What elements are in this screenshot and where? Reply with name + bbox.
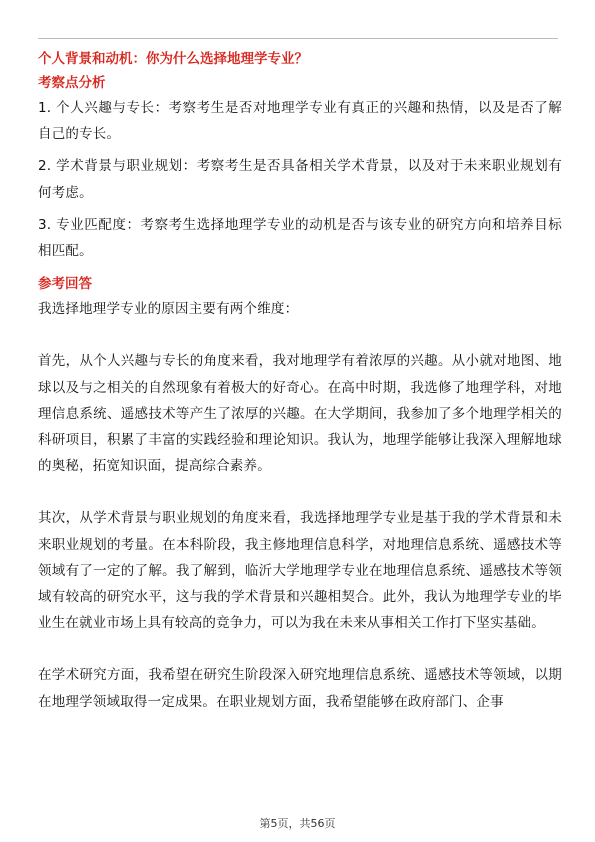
analysis-item: 1. 个人兴趣与专长：考察考生是否对地理学专业有真正的兴趣和热情，以及是否了解自己的专长。 — [38, 100, 562, 143]
answer-paragraph: 首先，从个人兴趣与专长的角度来看，我对地理学有着浓厚的兴趣。从小就对地图、地球以及与之相关的自然现象有着极大的好奇心。在高中时期，我选修了地理学科，对地理信息系统、遥感技术等产生了浓厚的兴趣。在大学期间，我参加了多个地理学相关的科研项目，积累了丰富的实践经验和理论知识。我认为，地理学能够让我深入理解地球的奥秘，拓宽知识面，提高综合素养。 — [38, 353, 562, 475]
header-rule — [38, 38, 558, 39]
answer-paragraph: 其次，从学术背景与职业规划的角度来看，我选择地理学专业是基于我的学术背景和未来职业规划的考量。在本科阶段，我主修地理信息科学，对地理信息系统、遥感技术等领域有了一定的了解。我了解到，临沂大学地理学专业在地理信息系统、遥感技术等领域有较高的研究水平，这与我的学术背景和兴趣相契合。此外，我认为地理学专业的毕业生在就业市场上具有较高的竞争力，可以为我在未来从事相关工作打下坚实基础。 — [38, 510, 562, 632]
page-content — [38, 49, 562, 715]
answer-heading: 参考回答 — [38, 276, 92, 293]
analysis-heading: 考察点分析 — [38, 75, 106, 91]
answer-paragraph: 在学术研究方面，我希望在研究生阶段深入研究地理信息系统、遥感技术等领域，以期在地理学领域取得一定成果。在职业规划方面，我希望能够在政府部门、企事 — [38, 667, 562, 710]
question-title: 个人背景和动机：你为什么选择地理学专业？ — [38, 51, 308, 67]
page-footer: 第5页，共56页 — [259, 817, 336, 830]
analysis-list — [38, 95, 562, 264]
answer-intro: 我选择地理学专业的原因主要有两个维度： — [38, 301, 299, 318]
analysis-item: 3. 专业匹配度：考察考生选择地理学专业的动机是否与该专业的研究方向和培养目标相匹配。 — [38, 216, 562, 260]
analysis-item: 2. 学术背景与职业规划：考察考生是否具备相关学术背景，以及对于未来职业规划有何考虑。 — [38, 158, 562, 201]
